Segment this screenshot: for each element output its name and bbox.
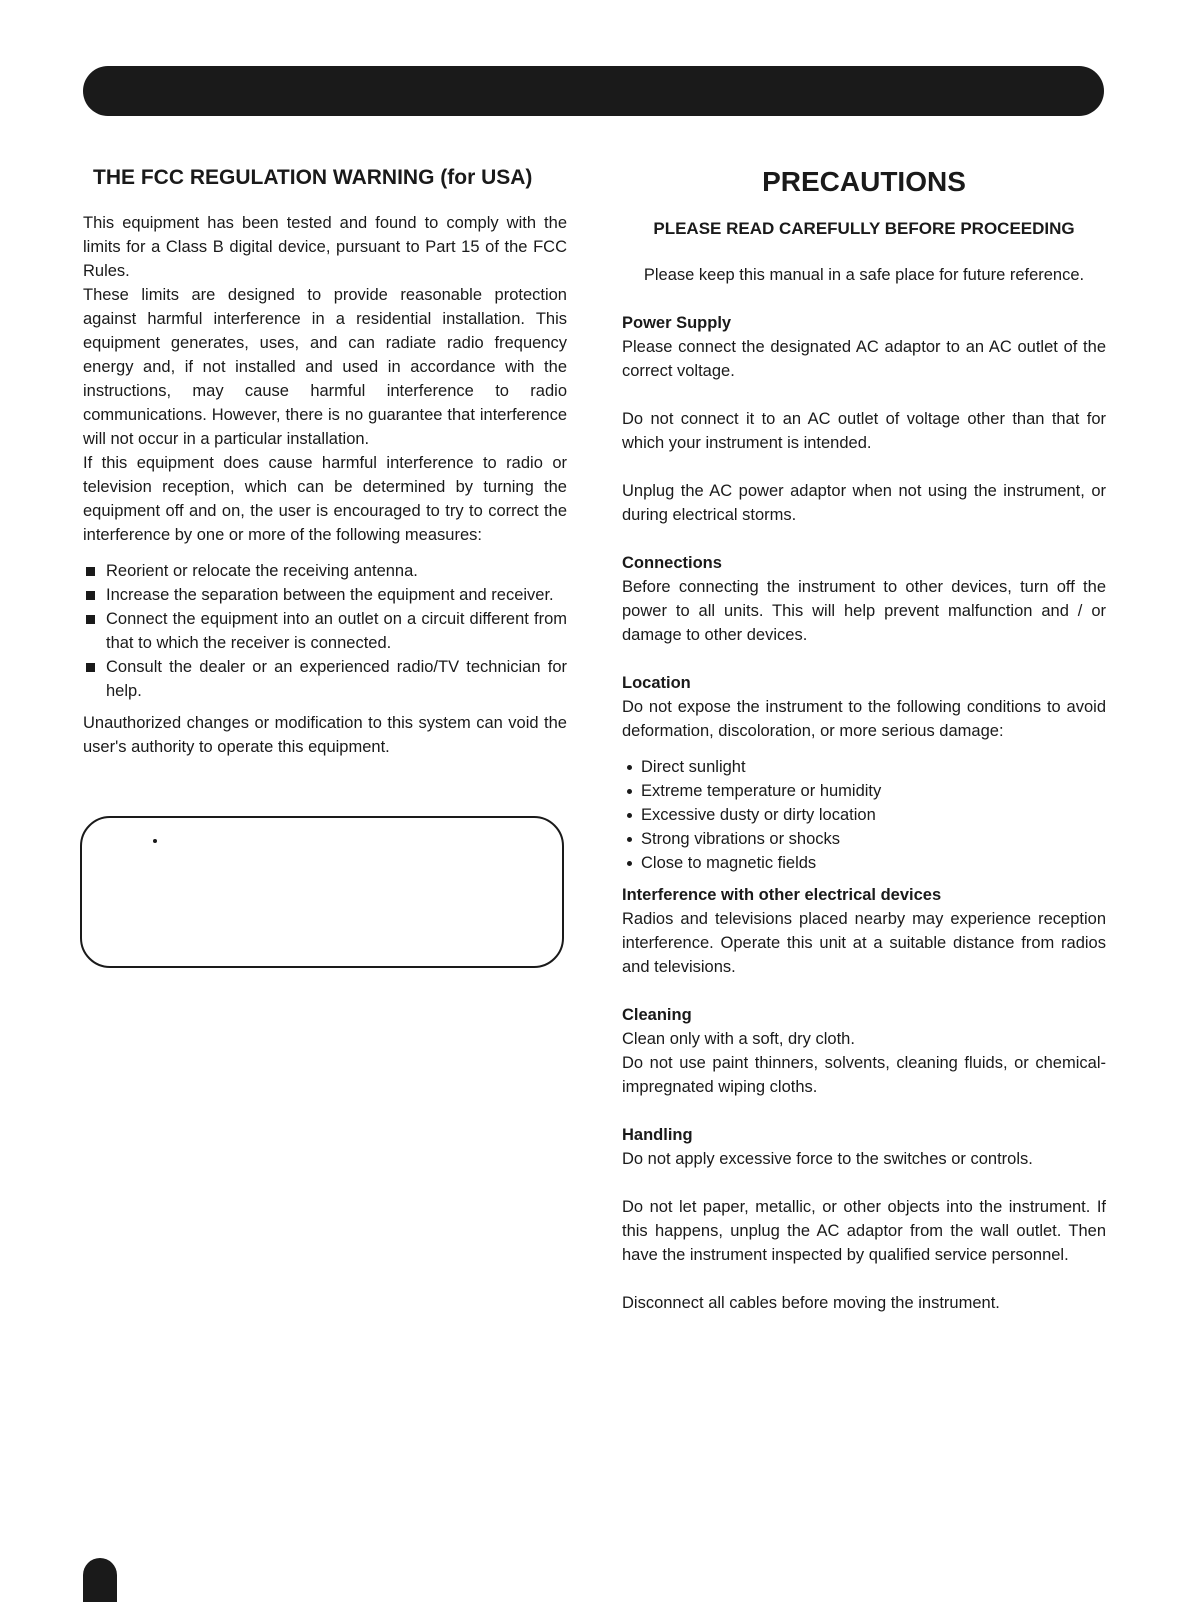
section-heading: Location [622,674,691,692]
section-cleaning [622,1003,1106,1099]
section-paragraph: Before connecting the instrument to other devices, turn off the power to all units. This will help prevent malfunction and / or damage to other devices. [622,578,1106,644]
fcc-paragraph: These limits are designed to provide reasonable protection against harmful interference in a residential installation. This equipment generates, uses, and can radiate radio frequency energy and, if not installed and used in accordance with the instructions, may cause harmful interference to radio communications. However, there is no guarantee that interference will not occur in a particular installation. [83,286,567,448]
precautions-title: PRECAUTIONS [762,166,966,197]
list-item: Reorient or relocate the receiving antenna. [83,559,567,583]
section-heading: Handling [622,1126,693,1144]
section-paragraph: Do not apply excessive force to the switches or controls. [622,1150,1033,1168]
fcc-body [83,211,567,547]
section-paragraph: Please connect the designated AC adaptor to an AC outlet of the correct voltage. [622,338,1106,380]
fcc-column [83,160,567,759]
fcc-measures-list [83,559,567,703]
fcc-title: THE FCC REGULATION WARNING (for USA) [93,166,533,189]
section-paragraph: Do not connect it to an AC outlet of voltage other than that for which your instrument is intended. [622,410,1106,452]
fcc-closing: Unauthorized changes or modification to this system can void the user's authority to operate this equipment. [83,714,567,756]
section-paragraph: Clean only with a soft, dry cloth. [622,1030,855,1048]
section-paragraph: Unplug the AC power adaptor when not using the instrument, or during electrical storms. [622,482,1106,524]
list-item: Connect the equipment into an outlet on a circuit different from that to which the receiver is connected. [83,607,567,655]
section-location [622,671,1106,875]
section-heading: Cleaning [622,1006,692,1024]
list-item: Close to magnetic fields [622,851,1106,875]
section-handling [622,1123,1106,1315]
precautions-subtitle: PLEASE READ CAREFULLY BEFORE PROCEEDING [653,219,1075,238]
section-paragraph: Disconnect all cables before moving the instrument. [622,1294,1000,1312]
header-bar [83,66,1104,116]
bullet-dot-icon [153,839,157,843]
section-heading: Interference with other electrical devices [622,886,942,904]
section-paragraph: Do not expose the instrument to the following conditions to avoid deformation, discoloration, or more serious damage: [622,698,1106,740]
section-heading: Power Supply [622,314,732,332]
page-number-tab [83,1558,117,1602]
precautions-column [622,160,1106,1315]
section-connections [622,551,1106,647]
notice-box [80,816,564,968]
list-item: Increase the separation between the equipment and receiver. [83,583,567,607]
list-item: Direct sunlight [622,755,1106,779]
location-conditions-list [622,755,1106,875]
section-heading: Connections [622,554,722,572]
fcc-paragraph: This equipment has been tested and found to comply with the limits for a Class B digital device, pursuant to Part 15 of the FCC Rules. [83,214,567,280]
list-item: Strong vibrations or shocks [622,827,1106,851]
list-item: Consult the dealer or an experienced radio/TV technician for help. [83,655,567,703]
fcc-paragraph: If this equipment does cause harmful interference to radio or television reception, which can be determined by turning the equipment off and on, the user is encouraged to try to correct the interference by one or more of the following measures: [83,454,567,544]
section-paragraph: Do not let paper, metallic, or other objects into the instrument. If this happens, unplug the AC adaptor from the wall outlet. Then have the instrument inspected by qualified service personnel. [622,1198,1106,1264]
list-item: Extreme temperature or humidity [622,779,1106,803]
list-item: Excessive dusty or dirty location [622,803,1106,827]
section-power-supply [622,311,1106,527]
section-paragraph: Do not use paint thinners, solvents, cleaning fluids, or chemical-impregnated wiping cloths. [622,1054,1106,1096]
section-interference [622,883,1106,979]
section-paragraph: Radios and televisions placed nearby may experience reception interference. Operate this unit at a suitable distance from radios and televisions. [622,910,1106,976]
precautions-intro: Please keep this manual in a safe place for future reference. [643,266,1085,284]
